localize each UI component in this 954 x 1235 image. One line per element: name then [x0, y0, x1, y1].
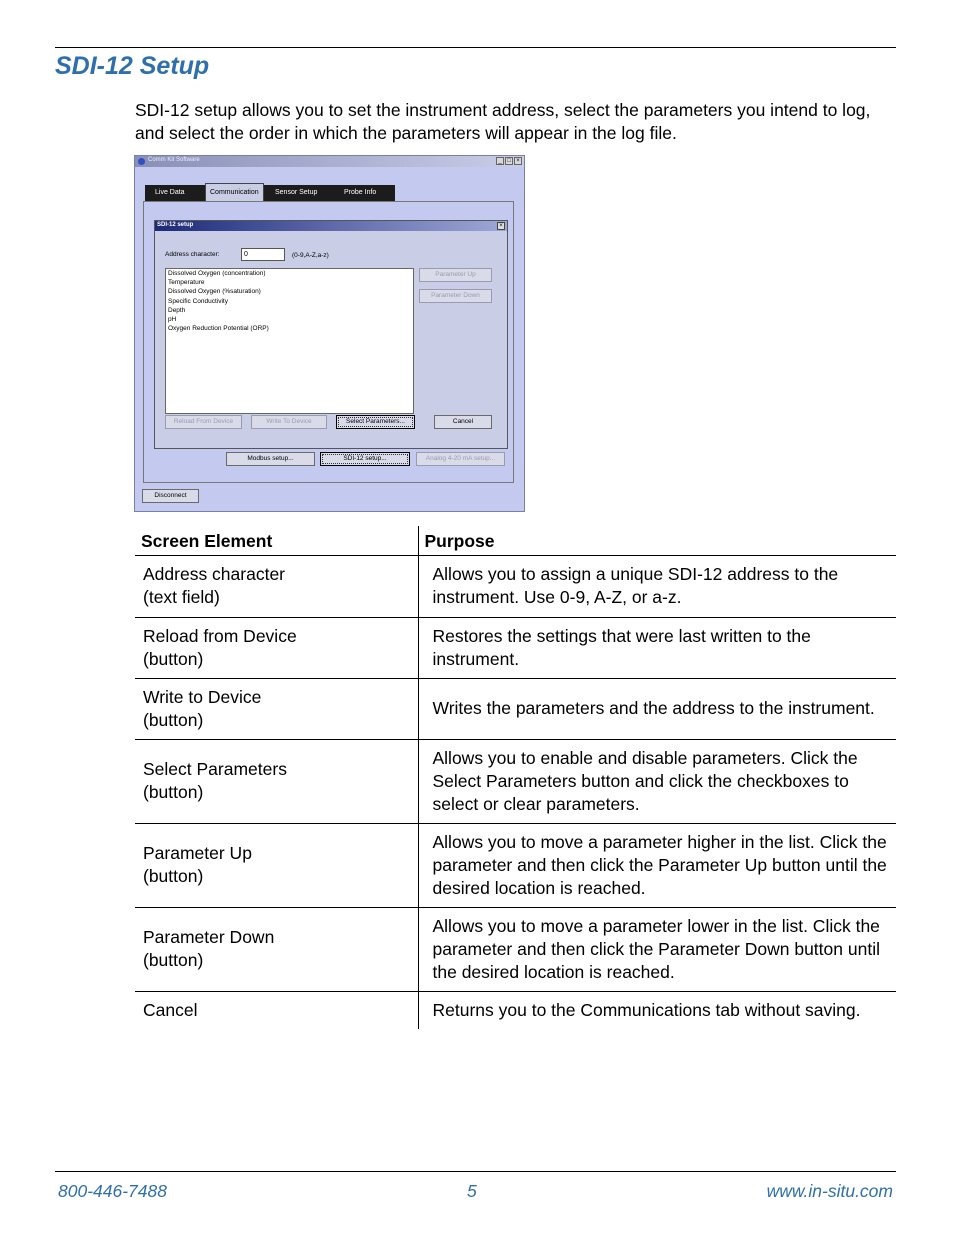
sdi12-setup-dialog [154, 220, 508, 449]
sdi12-setup-button[interactable]: SDI-12 setup... [320, 452, 410, 466]
cancel-button[interactable]: Cancel [434, 415, 492, 429]
footer-website[interactable]: www.in-situ.com [766, 1181, 893, 1201]
element-cell: Write to Device (button) [135, 678, 418, 739]
table-row [135, 823, 896, 907]
dialog-title: SDI-12 setup [157, 222, 194, 228]
address-hint: (0-9,A-Z,a-z) [292, 252, 329, 259]
comm-kit-window [134, 155, 525, 512]
parameter-down-button[interactable]: Parameter Down [419, 289, 492, 303]
window-titlebar [135, 156, 524, 167]
write-to-device-button[interactable]: Write To Device [251, 415, 327, 429]
element-cell: Select Parameters (button) [135, 739, 418, 823]
list-item[interactable]: Temperature [168, 279, 205, 287]
table-header-row [135, 526, 896, 555]
list-item[interactable]: Dissolved Oxygen (concentration) [168, 270, 266, 277]
parameter-up-button[interactable]: Parameter Up [419, 268, 492, 282]
tab-probe-info[interactable]: Probe Info [344, 189, 377, 196]
address-character-input[interactable]: 0 [241, 248, 285, 261]
column-header-purpose: Purpose [424, 531, 495, 551]
modbus-setup-button[interactable]: Modbus setup... [226, 452, 315, 466]
maximize-icon[interactable]: □ [505, 157, 513, 165]
intro-paragraph: SDI-12 setup allows you to set the instrument address, select the parameters you intend to log, and select the order in which the parameters will appear in the log file. [135, 100, 871, 143]
purpose-cell: Returns you to the Communications tab without saving. [432, 999, 861, 1020]
table-row [135, 678, 896, 739]
minimize-icon[interactable]: _ [496, 157, 504, 165]
top-rule [55, 47, 896, 48]
table-row [135, 555, 896, 617]
list-item[interactable]: Specific Conductivity [168, 297, 228, 305]
close-icon[interactable]: × [514, 157, 522, 165]
tab-sensor-setup[interactable]: Sensor Setup [275, 189, 318, 196]
table-row [135, 617, 896, 678]
list-item[interactable]: pH [168, 316, 177, 324]
list-item[interactable]: Oxygen Reduction Potential (ORP) [168, 325, 269, 333]
reload-from-device-button[interactable]: Reload From Device [165, 415, 242, 429]
purpose-cell: Allows you to move a parameter lower in the list. Click the parameter and then click the Parameter Down button until the desired location is reached. [432, 915, 880, 982]
tab-communication[interactable]: Communication [205, 183, 264, 202]
element-cell: Cancel [135, 991, 418, 1029]
element-cell: Parameter Down (button) [135, 907, 418, 991]
window-title: Comm Kit Software [148, 157, 200, 163]
disconnect-button[interactable]: Disconnect [142, 489, 199, 503]
dialog-titlebar [155, 221, 507, 231]
table-row [135, 991, 896, 1029]
purpose-cell: Allows you to enable and disable parameters. Click the Select Parameters button and click the checkboxes to select or clear parameters. [432, 747, 858, 814]
purpose-cell: Allows you to assign a unique SDI-12 address to the instrument. Use 0-9, A-Z, or a-z. [432, 564, 839, 607]
purpose-cell: Writes the parameters and the address to the instrument. [432, 698, 875, 718]
screen-element-table [135, 526, 896, 1029]
element-cell: Reload from Device (button) [135, 617, 418, 678]
element-cell: Parameter Up (button) [135, 823, 418, 907]
footer-phone: 800-446-7488 [58, 1181, 167, 1201]
column-header-element: Screen Element [135, 526, 418, 555]
table-row [135, 907, 896, 991]
table-row [135, 739, 896, 823]
list-item[interactable]: Dissolved Oxygen (%saturation) [168, 288, 261, 296]
app-icon [138, 158, 145, 165]
purpose-cell: Restores the settings that were last written to the instrument. [432, 625, 811, 669]
dialog-close-icon[interactable]: × [497, 222, 505, 230]
analog-setup-button[interactable]: Analog 4-20 mA setup... [416, 452, 505, 466]
address-label: Address character: [165, 251, 220, 258]
tab-live-data[interactable]: Live Data [155, 189, 185, 196]
footer-page-number: 5 [467, 1181, 477, 1201]
parameter-list[interactable] [165, 268, 414, 414]
page-title: SDI-12 Setup [55, 52, 210, 80]
purpose-cell: Allows you to move a parameter higher in the list. Click the parameter and then click the Parameter Up button until the desired location is reached. [432, 831, 887, 898]
footer-rule [55, 1171, 896, 1172]
select-parameters-button[interactable]: Select Parameters... [336, 415, 415, 429]
element-cell: Address character (text field) [135, 555, 418, 617]
tab-bar [145, 185, 395, 201]
list-item[interactable]: Depth [168, 306, 186, 314]
